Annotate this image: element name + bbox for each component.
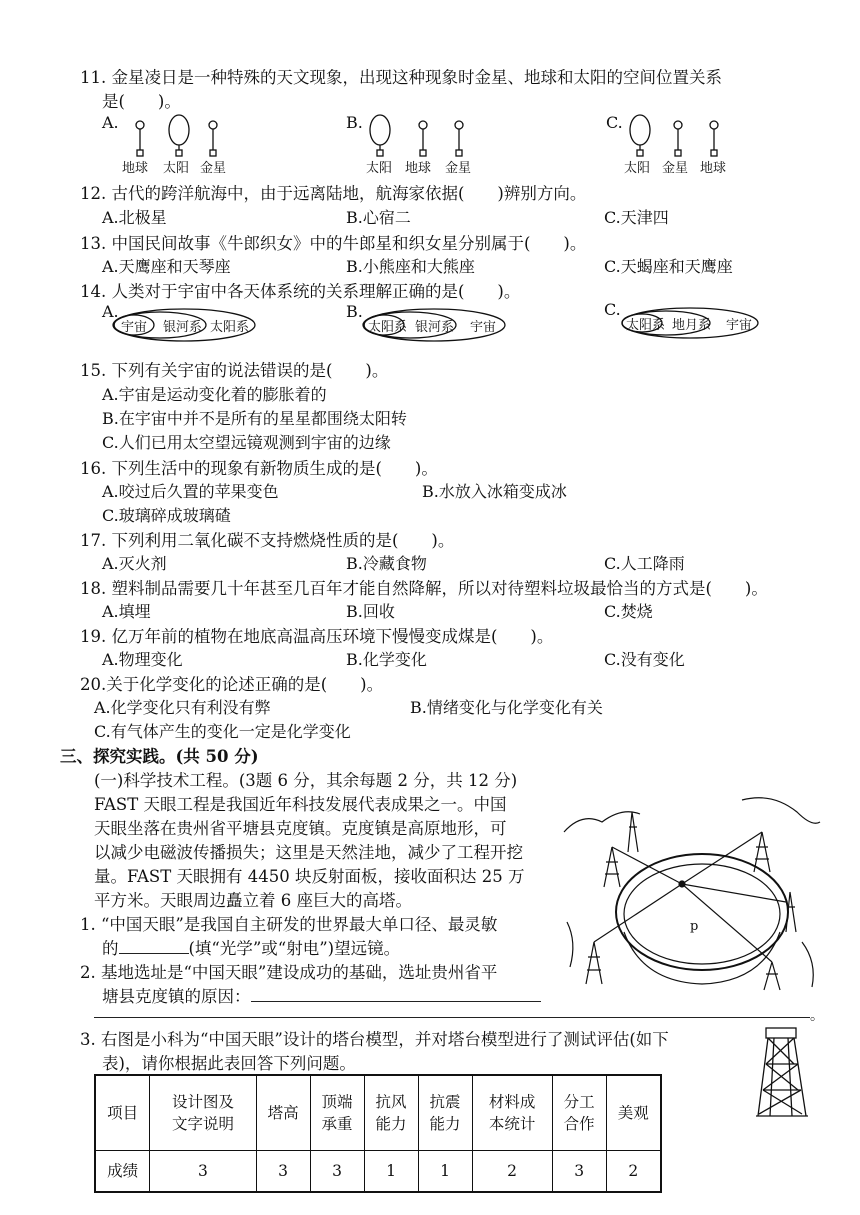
subq1-answer-blank[interactable] bbox=[119, 937, 189, 954]
table-cell: 3 bbox=[150, 1151, 256, 1193]
subq2-line1: 2. 基地选址是“中国天眼”建设成功的基础，选址贵州省平 bbox=[80, 963, 498, 982]
fast-paragraph-line1: FAST 天眼工程是我国近年科技发展代表成果之一。中国 bbox=[94, 795, 507, 814]
q12-option-c: C.天津四 bbox=[604, 208, 669, 227]
subq1-line2 bbox=[102, 935, 400, 959]
table-cell: 3 bbox=[256, 1151, 310, 1193]
table-cell: 1 bbox=[418, 1151, 472, 1193]
table-header-cell: 设计图及 文字说明 bbox=[150, 1075, 256, 1151]
q17-option-c: C.人工降雨 bbox=[604, 554, 685, 573]
q14-a-item3: 太阳系 bbox=[210, 320, 250, 335]
q20-option-b: B.情绪变化与化学变化有关 bbox=[410, 698, 603, 717]
table-header-cell: 抗风 能力 bbox=[364, 1075, 418, 1151]
q14-b-item2: 银河系 bbox=[415, 320, 455, 335]
table-header-row bbox=[95, 1075, 661, 1151]
subq2-end-period: 。 bbox=[810, 1008, 824, 1024]
q11-c-item3: 地球 bbox=[700, 161, 727, 176]
q17-option-b: B.冷藏食物 bbox=[346, 554, 427, 573]
q11-option-b-label: B. bbox=[346, 113, 363, 132]
q16-stem: 16. 下列生活中的现象有新物质生成的是( )。 bbox=[80, 459, 438, 478]
q11-option-c-label: C. bbox=[606, 113, 623, 132]
table-cell: 1 bbox=[364, 1151, 418, 1193]
q16-option-c: C.玻璃碎成玻璃碴 bbox=[102, 506, 231, 525]
q20-option-a: A.化学变化只有利没有弊 bbox=[94, 698, 271, 717]
q16-option-a: A.咬过后久置的苹果变色 bbox=[102, 482, 279, 501]
fast-telescope-illustration bbox=[562, 792, 824, 996]
q19-option-b: B.化学变化 bbox=[346, 650, 427, 669]
table-header-cell: 分工 合作 bbox=[552, 1075, 606, 1151]
tower-evaluation-table bbox=[94, 1074, 662, 1193]
subq2-prefix: 塘县克度镇的原因： bbox=[102, 987, 251, 1006]
q20-option-c: C.有气体产生的变化一定是化学变化 bbox=[94, 722, 351, 741]
q12-option-b: B.心宿二 bbox=[346, 208, 411, 227]
fast-paragraph-line4: 量。FAST 天眼拥有 4450 块反射面板，接收面积达 25 万 bbox=[94, 867, 525, 886]
q11-a-item1: 地球 bbox=[122, 161, 149, 176]
q14-option-b-label: B. bbox=[346, 302, 363, 321]
q14-option-c-label: C. bbox=[604, 300, 621, 319]
q14-a-item1: 宇宙 bbox=[121, 320, 148, 335]
subq1-line1: 1. “中国天眼”是我国自主研发的世界最大单口径、最灵敏 bbox=[80, 915, 498, 934]
q11-c-item2: 金星 bbox=[662, 161, 689, 176]
q17-stem: 17. 下列利用二氧化碳不支持燃烧性质的是( )。 bbox=[80, 531, 455, 550]
telescope-center-label: p bbox=[690, 919, 699, 934]
q11-a-item3: 金星 bbox=[200, 161, 227, 176]
table-header-cell: 项目 bbox=[95, 1075, 150, 1151]
q19-option-c: C.没有变化 bbox=[604, 650, 685, 669]
q17-option-a: A.灭火剂 bbox=[102, 554, 167, 573]
q14-a-item2: 银河系 bbox=[163, 320, 203, 335]
q14-stem: 14. 人类对于宇宙中各天体系统的关系理解正确的是( )。 bbox=[80, 282, 521, 301]
q12-stem: 12. 古代的跨洋航海中，由于远离陆地，航海家依据( )辨别方向。 bbox=[80, 184, 587, 203]
table-row-label: 成绩 bbox=[95, 1151, 150, 1193]
table-cell: 2 bbox=[606, 1151, 661, 1193]
fast-paragraph-line5: 平方米。天眼周边矗立着 6 座巨大的高塔。 bbox=[94, 891, 412, 910]
table-cell: 3 bbox=[552, 1151, 606, 1193]
q18-option-a: A.填埋 bbox=[102, 602, 151, 621]
q11-c-item1: 太阳 bbox=[624, 161, 651, 176]
q11-a-item2: 太阳 bbox=[163, 161, 190, 176]
tower-model-illustration bbox=[752, 1024, 812, 1128]
q11-stem-line2: 是( )。 bbox=[102, 92, 181, 111]
q15-option-c: C.人们已用太空望远镜观测到宇宙的边缘 bbox=[102, 433, 391, 452]
table-row bbox=[95, 1151, 661, 1193]
q18-stem: 18. 塑料制品需要几十年甚至几百年才能自然降解，所以对待塑料垃圾最恰当的方式是( )。 bbox=[80, 579, 768, 598]
subq2-answer-blank[interactable] bbox=[251, 985, 541, 1002]
table-header-cell: 顶端 承重 bbox=[310, 1075, 364, 1151]
q14-c-item2: 地月系 bbox=[672, 318, 712, 333]
subq1-prefix: 的 bbox=[102, 939, 119, 958]
q11-b-item2: 地球 bbox=[405, 161, 432, 176]
subq2-line2 bbox=[102, 983, 541, 1007]
q20-stem: 20.关于化学变化的论述正确的是( )。 bbox=[80, 675, 384, 694]
q14-c-item3: 宇宙 bbox=[726, 318, 753, 333]
subq2-answer-line2[interactable] bbox=[94, 1017, 810, 1018]
table-header-cell: 抗震 能力 bbox=[418, 1075, 472, 1151]
q11-b-item3: 金星 bbox=[445, 161, 472, 176]
q18-option-c: C.焚烧 bbox=[604, 602, 653, 621]
q11-option-a-label: A. bbox=[102, 113, 119, 132]
q16-option-b: B.水放入冰箱变成冰 bbox=[422, 482, 567, 501]
q13-option-a: A.天鹰座和天琴座 bbox=[102, 257, 231, 276]
section3-title: 三、探究实践。(共 50 分) bbox=[60, 747, 259, 766]
q15-option-a: A.宇宙是运动变化着的膨胀着的 bbox=[102, 385, 327, 404]
q12-option-a: A.北极星 bbox=[102, 208, 167, 227]
q14-option-a-label: A. bbox=[102, 302, 119, 321]
table-header-cell: 塔高 bbox=[256, 1075, 310, 1151]
fast-paragraph-line2: 天眼坐落在贵州省平塘县克度镇。克度镇是高原地形，可 bbox=[94, 819, 507, 838]
q14-c-item1: 太阳系 bbox=[626, 318, 666, 333]
q11-b-item1: 太阳 bbox=[366, 161, 393, 176]
q19-option-a: A.物理变化 bbox=[102, 650, 183, 669]
q15-option-b: B.在宇宙中并不是所有的星星都围绕太阳转 bbox=[102, 409, 407, 428]
q13-stem: 13. 中国民间故事《牛郎织女》中的牛郎星和织女星分别属于( )。 bbox=[80, 234, 587, 253]
q13-option-c: C.天蝎座和天鹰座 bbox=[604, 257, 733, 276]
q14-b-item1: 太阳系 bbox=[368, 320, 408, 335]
section3-subtitle: (一)科学技术工程。(3题 6 分，其余每题 2 分，共 12 分) bbox=[94, 771, 518, 790]
q14-b-item3: 宇宙 bbox=[470, 320, 497, 335]
q13-option-b: B.小熊座和大熊座 bbox=[346, 257, 475, 276]
subq3-line1: 3. 右图是小科为“中国天眼”设计的塔台模型，并对塔台模型进行了测试评估(如下 bbox=[80, 1030, 669, 1049]
subq1-suffix: (填“光学”或“射电”)望远镜。 bbox=[188, 939, 401, 958]
q15-stem: 15. 下列有关宇宙的说法错误的是( )。 bbox=[80, 361, 389, 380]
fast-paragraph-line3: 以减少电磁波传播损失；这里是天然洼地，减少了工程开挖 bbox=[94, 843, 523, 862]
table-cell: 3 bbox=[310, 1151, 364, 1193]
table-cell: 2 bbox=[472, 1151, 552, 1193]
q18-option-b: B.回收 bbox=[346, 602, 395, 621]
table-header-cell: 美观 bbox=[606, 1075, 661, 1151]
subq3-line2: 表)，请你根据此表回答下列问题。 bbox=[102, 1054, 356, 1073]
q11-stem-line1: 11. 金星凌日是一种特殊的天文现象，出现这种现象时金星、地球和太阳的空间位置关系 bbox=[80, 68, 722, 87]
q19-stem: 19. 亿万年前的植物在地底高温高压环境下慢慢变成煤是( )。 bbox=[80, 627, 554, 646]
table-header-cell: 材料成 本统计 bbox=[472, 1075, 552, 1151]
